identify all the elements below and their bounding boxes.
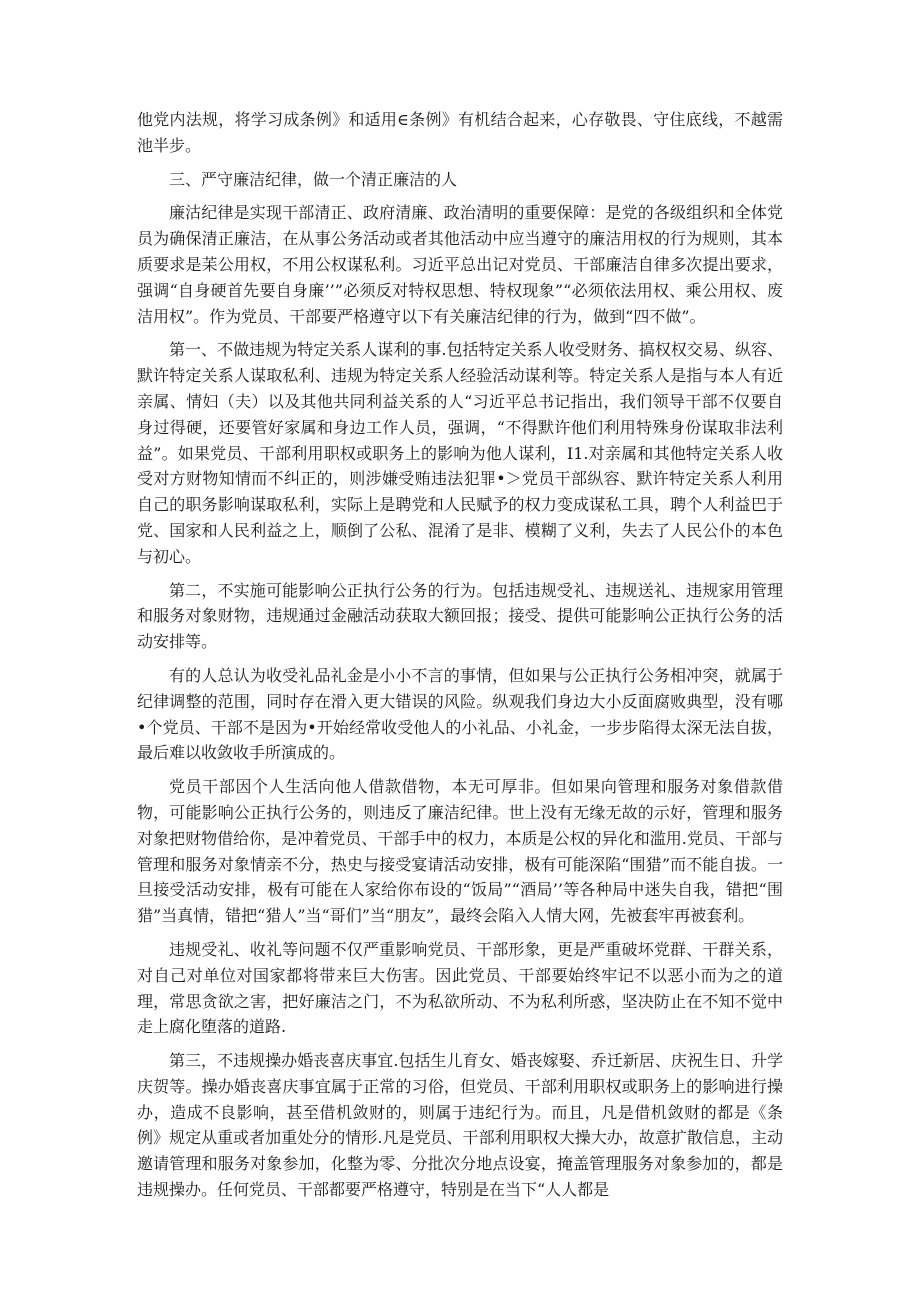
document-page: [137, 107, 783, 1211]
paragraph-second-point: 第二，不实施可能影响公正执行公务的行为。包括违规受礼、违规送礼、违规家用管理和服务对象财物，违规通过金融活动获取大额回报；接受、提供可能影响公正执行公务的活动安排等。: [137, 580, 783, 652]
paragraph-third-point: 第三，不违规操办婚丧喜庆事宜.包括生儿育女、婚丧嫁娶、乔迁新居、庆祝生日、升学庆贺等。操办婚丧喜庆事宜属于正常的习俗，但党员、干部利用职权或职务上的影响进行操办，造成不良影响，甚至借机敛财的，则属于违纪行为。而且，凡是借机敛财的都是《条例》规定从重或者加重处分的情形.凡是党员、干部利用职权大操大办，故意扩散信息，主动邀请管理和服务对象参加，化整为零、分批次分地点设宴，掩盖管理服务对象参加的，都是违规操办。任何党员、干部都要严格遵守，特别是在当下“人人都是: [137, 1051, 783, 1200]
paragraph-gifts: 有的人总认为收受礼品礼金是小小不言的事情，但如果与公正执行公务相冲突，就属于纪律调整的范围，同时存在滑入更大错误的风险。纵观我们身边大小反面腐败典型，没有哪•个党员、干部不是因为•开始经常收受他人的小礼品、小礼金，一步步陷得太深无法自拔，最后难以收敛收手所演成的。: [137, 665, 783, 763]
paragraph-continuation: 他党内法规，将学习成条例》和适用∈条例》有机结合起来，心存敬畏、守住底线，不越需池半步。: [137, 110, 783, 155]
paragraph-borrowing: 党员干部因个人生活向他人借款借物，本无可厚非。但如果向管理和服务对象借款借物，可能影响公正执行公务的，则违反了廉洁纪律。世上没有无缘无故的示好，管理和服务对象把财物借给你，是冲着党员、干部手中的权力，本质是公权的异化和滥用.党员、干部与管理和服务对象情亲不分，热史与接受宴请活动安排，极有可能深陷“围猎”而不能自拔。一旦接受活动安排，极有可能在人家给你布设的“饭局”“酒局’’等各种局中迷失自我，错把“围猎”当真情，错把“猎人”当“哥们”当“朋友”，最终会陷入人情大网，先被套牢再被套利。: [137, 777, 783, 926]
paragraph-first-point: 第一、不做违规为特定关系人谋利的事.包括特定关系人收受财务、搞权权交易、纵容、默许特定关系人谋取私利、违规为特定关系人经验活动谋利等。特定关系人是指与本人有近亲属、情妇（夫）以及其他共同利益关系的人“习近平总书记指出，我们领导干部不仅要自身过得硬，还要管好家属和身边工作人员，强调，“不得默许他们利用特殊身份谋取非法利益”。如果党员、干部利用职权或职务上的影响为他人谋利，I1.对亲属和其他特定关系人收受对方财物知情而不纠正的，则涉嫌受贿违法犯罪•＞党员干部纵容、默许特定关系人利用自己的职务影响谋取私利，实际上是聘党和人民赋予的权力变成谋私工具，聘个人利益巴于党、国家和人民利益之上，顺倒了公私、混淆了是非、模糊了义利，失去了人民公仆的本色与初心。: [137, 340, 783, 566]
paragraph-integrity-discipline: 廉沽纪律是实现干部清正、政府清廉、政治清明的重要保障：是党的各级组织和全体党员为确保清正廉洁，在从事公务活动或者其他活动中应当遵守的廉洁用权的行为规则，其本质要求是苿公用权，不用公权谋私利。习近平总出记对党员、干部廉洁自律多次提出要求，强调“自身硬首先要自身廉’’”必须反对特权思想、特权现象”“必须依法用权、乘公用权、废洁用权”。作为党员、干部要严格遵守以下有关廉洁纪律的行为，做到“四不做”。: [137, 203, 783, 326]
paragraph-violations: 违规受礼、收礼等问题不仅严重影响党员、干部形象，更是严重破坏党群、干群关系，对自己对单位对国家都将带来巨大伤害。因此党员、干部要始终牢记不以恶小而为之的道理，常思贪欲之害，把好廉洁之门，不为私欲所动、不为私利所惑，坚决防止在不知不觉中走上腐化堕落的道路.: [137, 939, 783, 1037]
section-heading: 三、严守廉洁纪律，做一个清正廉洁的人: [169, 169, 458, 189]
